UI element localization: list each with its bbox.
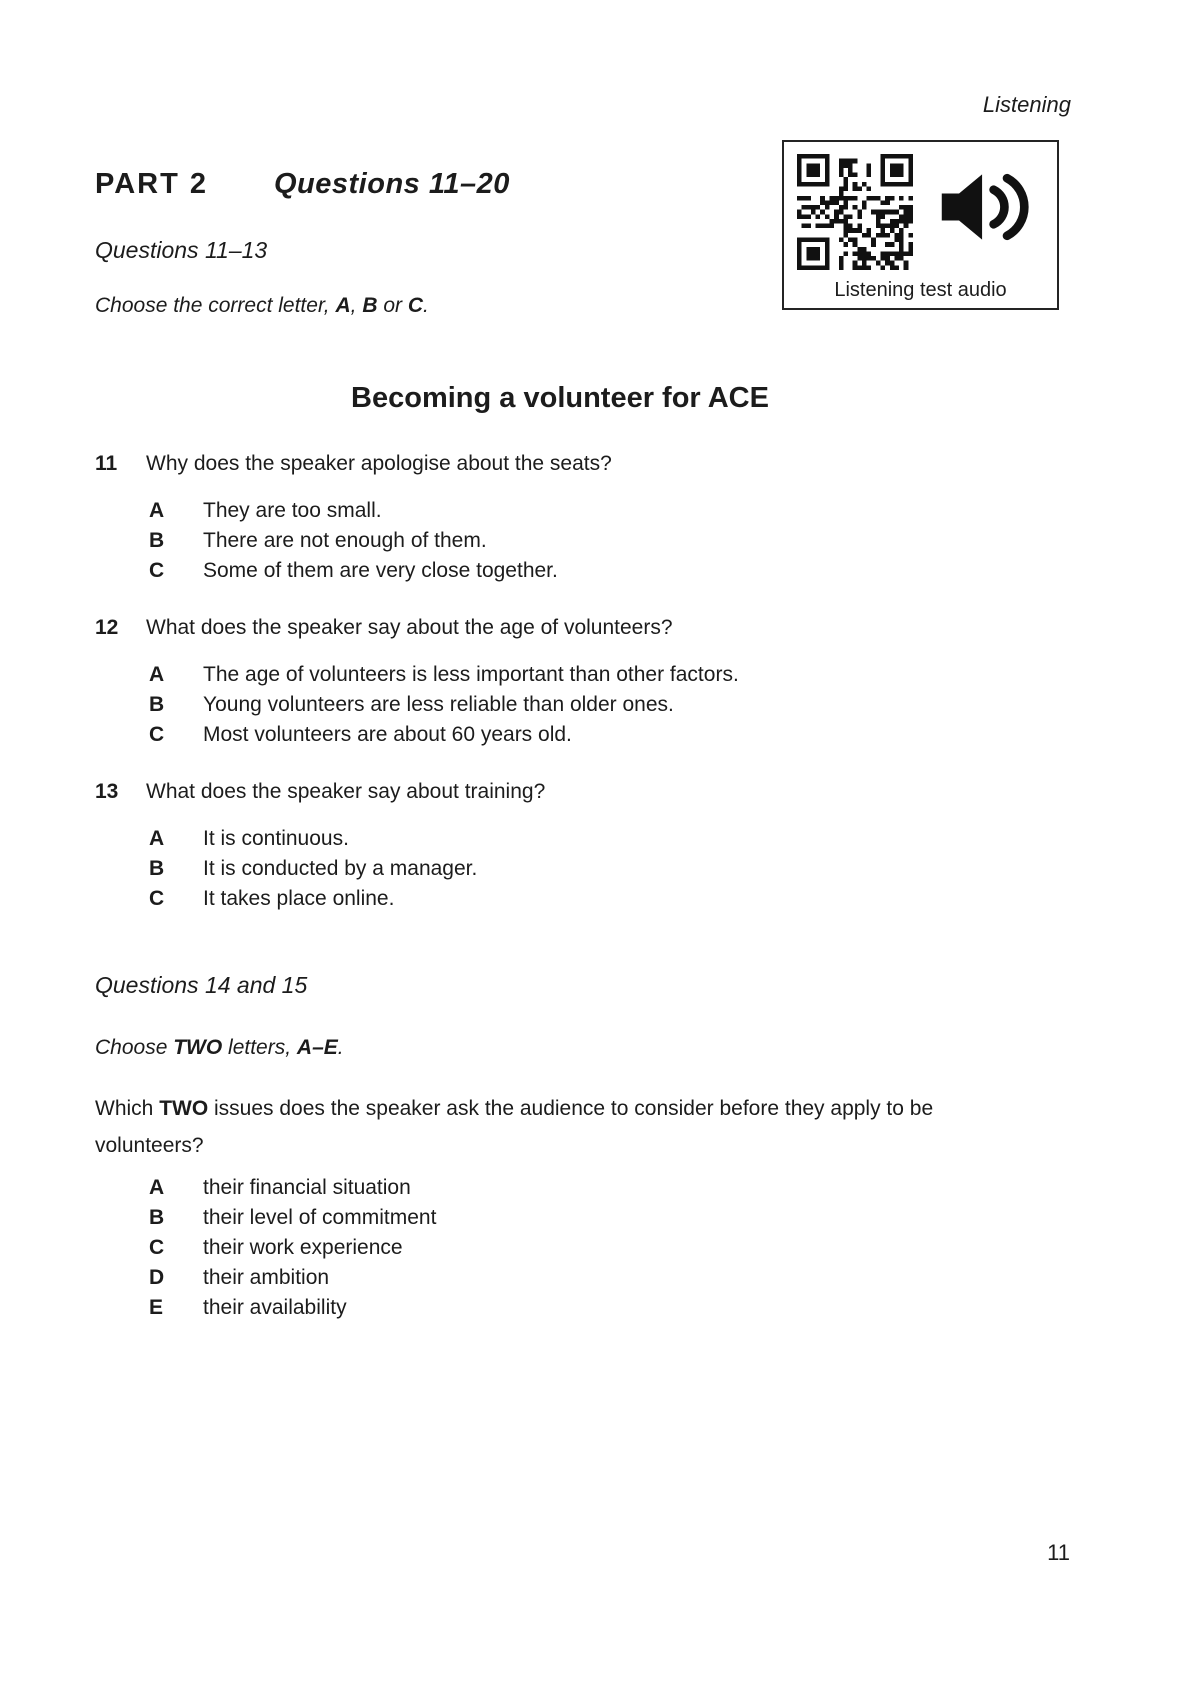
page-number: 11 — [1047, 1540, 1070, 1565]
option-text: The age of volunteers is less important than other factors. — [203, 663, 739, 686]
option-row — [95, 1293, 1070, 1323]
part-label: PART 2 — [95, 168, 208, 200]
questions-11-13-heading: Questions 11–13 — [95, 237, 268, 263]
option-text: their financial situation — [203, 1176, 411, 1199]
questions-14-15-heading: Questions 14 and 15 — [95, 972, 308, 998]
option-letter: B — [149, 1206, 165, 1229]
option-row — [95, 854, 1070, 884]
question-number: 13 — [95, 780, 119, 803]
option-row — [95, 556, 1070, 586]
option-letter: C — [149, 723, 165, 746]
option-letter: C — [149, 887, 165, 910]
question-number: 12 — [95, 616, 119, 639]
option-row — [95, 690, 1070, 720]
option-row — [95, 1173, 1070, 1203]
option-letter: D — [149, 1266, 165, 1289]
option-text: their level of commitment — [203, 1206, 437, 1229]
section-title: Becoming a volunteer for ACE — [351, 382, 769, 414]
option-text: their work experience — [203, 1236, 403, 1259]
option-letter: B — [149, 693, 165, 716]
option-text: Some of them are very close together. — [203, 559, 558, 582]
question-text: What does the speaker say about training? — [146, 780, 546, 803]
audio-box-caption: Listening test audio — [834, 279, 1007, 301]
option-text: their ambition — [203, 1266, 330, 1289]
option-letter: C — [149, 1236, 165, 1259]
instruction-14-15: Choose TWO letters, A–E. — [95, 1036, 344, 1059]
question-14-15-prompt: Which TWO issues does the speaker ask the audience to consider before they apply to be volunteers? — [95, 1097, 934, 1157]
running-header: Listening — [982, 92, 1071, 117]
question-text: Why does the speaker apologise about the seats? — [146, 452, 612, 475]
option-row — [95, 496, 1070, 526]
option-letter: C — [149, 559, 165, 582]
option-letter: B — [149, 529, 165, 552]
option-letter: B — [149, 857, 165, 880]
options-14-15 — [95, 1173, 1070, 1323]
option-row — [95, 824, 1070, 854]
option-text: their availability — [203, 1296, 347, 1319]
question-number: 11 — [95, 452, 118, 475]
option-text: Most volunteers are about 60 years old. — [203, 723, 572, 746]
option-text: It is conducted by a manager. — [203, 857, 478, 880]
option-row — [95, 660, 1070, 690]
option-text: Young volunteers are less reliable than older ones. — [203, 693, 674, 716]
option-row — [95, 1233, 1070, 1263]
option-row — [95, 1203, 1070, 1233]
option-row — [95, 1263, 1070, 1293]
instruction-11-13: Choose the correct letter, A, B or C. — [95, 294, 429, 317]
option-letter: A — [149, 1176, 165, 1199]
option-letter: A — [149, 663, 165, 686]
option-letter: A — [149, 827, 165, 850]
question-item — [95, 449, 1070, 586]
option-text: It takes place online. — [203, 887, 395, 910]
option-text: They are too small. — [203, 499, 382, 522]
option-letter: A — [149, 499, 165, 522]
option-row — [95, 526, 1070, 556]
option-row — [95, 720, 1070, 750]
question-item — [95, 777, 1070, 914]
part-heading — [95, 0, 1070, 202]
option-text: There are not enough of them. — [203, 529, 487, 552]
question-text: What does the speaker say about the age of volunteers? — [146, 616, 673, 639]
option-text: It is continuous. — [203, 827, 349, 850]
option-row — [95, 884, 1070, 914]
part-question-range: Questions 11–20 — [273, 168, 510, 200]
question-item — [95, 613, 1070, 750]
option-letter: E — [149, 1296, 164, 1319]
